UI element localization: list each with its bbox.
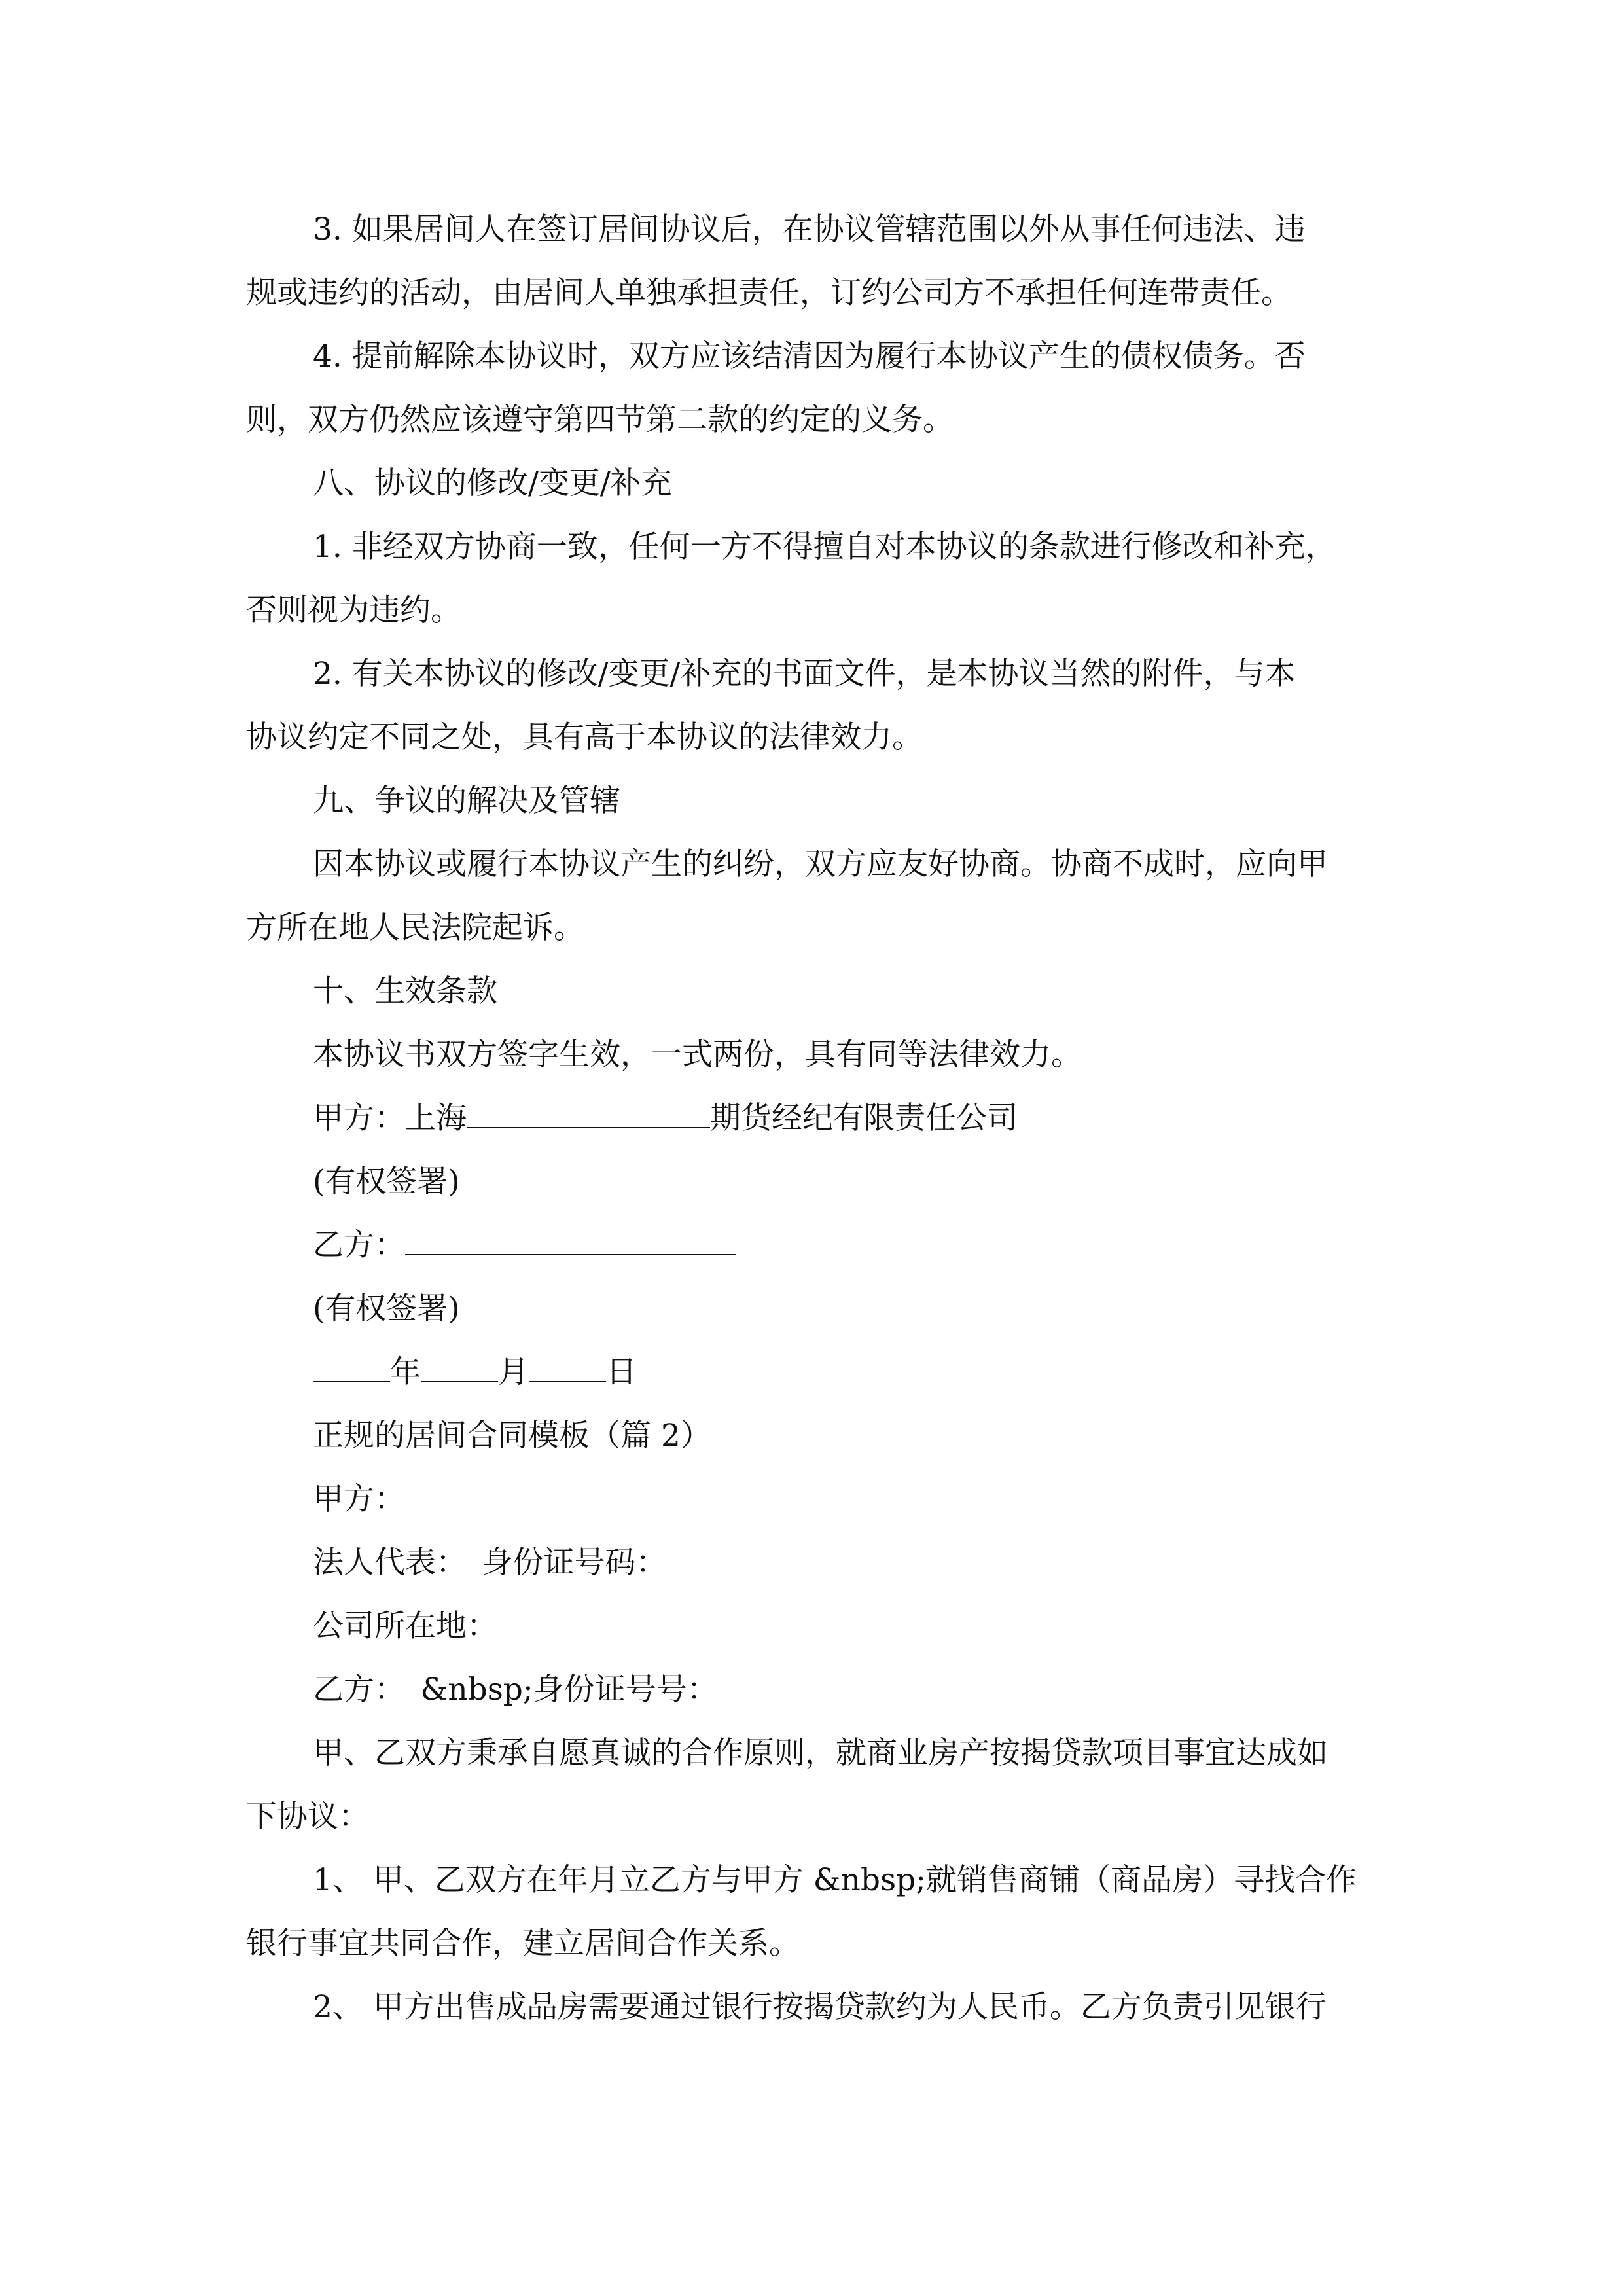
text-line: 因本协议或履行本协议产生的纠纷，双方应友好协商。协商不成时，应向甲 xyxy=(313,846,1328,882)
document-title: 正规的居间合同模板（篇 2） xyxy=(313,1418,711,1454)
party-a-prefix: 甲方：上海 xyxy=(313,1100,467,1136)
signature-note: (有权签署) xyxy=(313,1164,460,1200)
text-line: 公司所在地： xyxy=(313,1608,497,1644)
text-line: 法人代表： 身份证号码： xyxy=(313,1545,667,1581)
text-line: 则，双方仍然应该遵守第四节第二款的约定的义务。 xyxy=(246,402,954,438)
month-blank xyxy=(421,1352,498,1382)
company-name-blank xyxy=(467,1098,710,1128)
party-b-blank xyxy=(405,1225,736,1255)
text-line: 甲方： xyxy=(313,1481,405,1517)
section-heading: 八、协议的修改/变更/补充 xyxy=(313,465,672,501)
text-line: 1. 非经双方协商一致，任何一方不得擅自对本协议的条款进行修改和补充， xyxy=(313,529,1336,565)
text-line: 方所在地人民法院起诉。 xyxy=(246,910,584,946)
year-label: 年 xyxy=(390,1354,421,1390)
section-heading: 十、生效条款 xyxy=(313,973,497,1009)
text-line: 3. 如果居间人在签订居间协议后，在协议管辖范围以外从事任何违法、违 xyxy=(313,211,1306,247)
text-line: 1、 甲、乙双方在年月立乙方与甲方 &nbsp;就销售商铺（商品房）寻找合作 xyxy=(313,1862,1357,1898)
party-b-label: 乙方： xyxy=(313,1227,405,1263)
text-line: 2. 有关本协议的修改/变更/补充的书面文件，是本协议当然的附件，与本 xyxy=(313,656,1296,692)
text-line: 本协议书双方签字生效，一式两份，具有同等法律效力。 xyxy=(313,1037,1082,1073)
party-a-line xyxy=(246,1086,1388,1150)
text-line: 规或违约的活动，由居间人单独承担责任，订约公司方不承担任何连带责任。 xyxy=(246,275,1292,311)
text-line: 乙方： &nbsp;身份证号号： xyxy=(313,1672,718,1708)
signature-note: (有权签署) xyxy=(313,1291,460,1327)
text-line: 2、 甲方出售成品房需要通过银行按揭贷款约为人民币。乙方负责引见银行 xyxy=(313,1989,1327,2025)
document-body xyxy=(246,198,1388,2039)
text-line: 甲、乙双方秉承自愿真诚的合作原则，就商业房产按揭贷款项目事宜达成如 xyxy=(313,1735,1328,1771)
month-label: 月 xyxy=(498,1354,529,1390)
party-a-suffix: 期货经纪有限责任公司 xyxy=(710,1100,1018,1136)
text-line: 下协议： xyxy=(246,1799,369,1835)
day-label: 日 xyxy=(606,1354,637,1390)
section-heading: 九、争议的解决及管辖 xyxy=(313,783,620,819)
text-line: 4. 提前解除本协议时，双方应该结清因为履行本协议产生的债权债务。否 xyxy=(313,338,1306,374)
party-b-line xyxy=(246,1213,1388,1277)
text-line: 银行事宜共同合作，建立居间合作关系。 xyxy=(246,1926,800,1962)
text-line: 协议约定不同之处，具有高于本协议的法律效力。 xyxy=(246,719,923,755)
day-blank xyxy=(529,1352,606,1382)
date-line xyxy=(246,1340,1388,1404)
text-line: 否则视为违约。 xyxy=(246,592,461,628)
year-blank xyxy=(313,1352,390,1382)
